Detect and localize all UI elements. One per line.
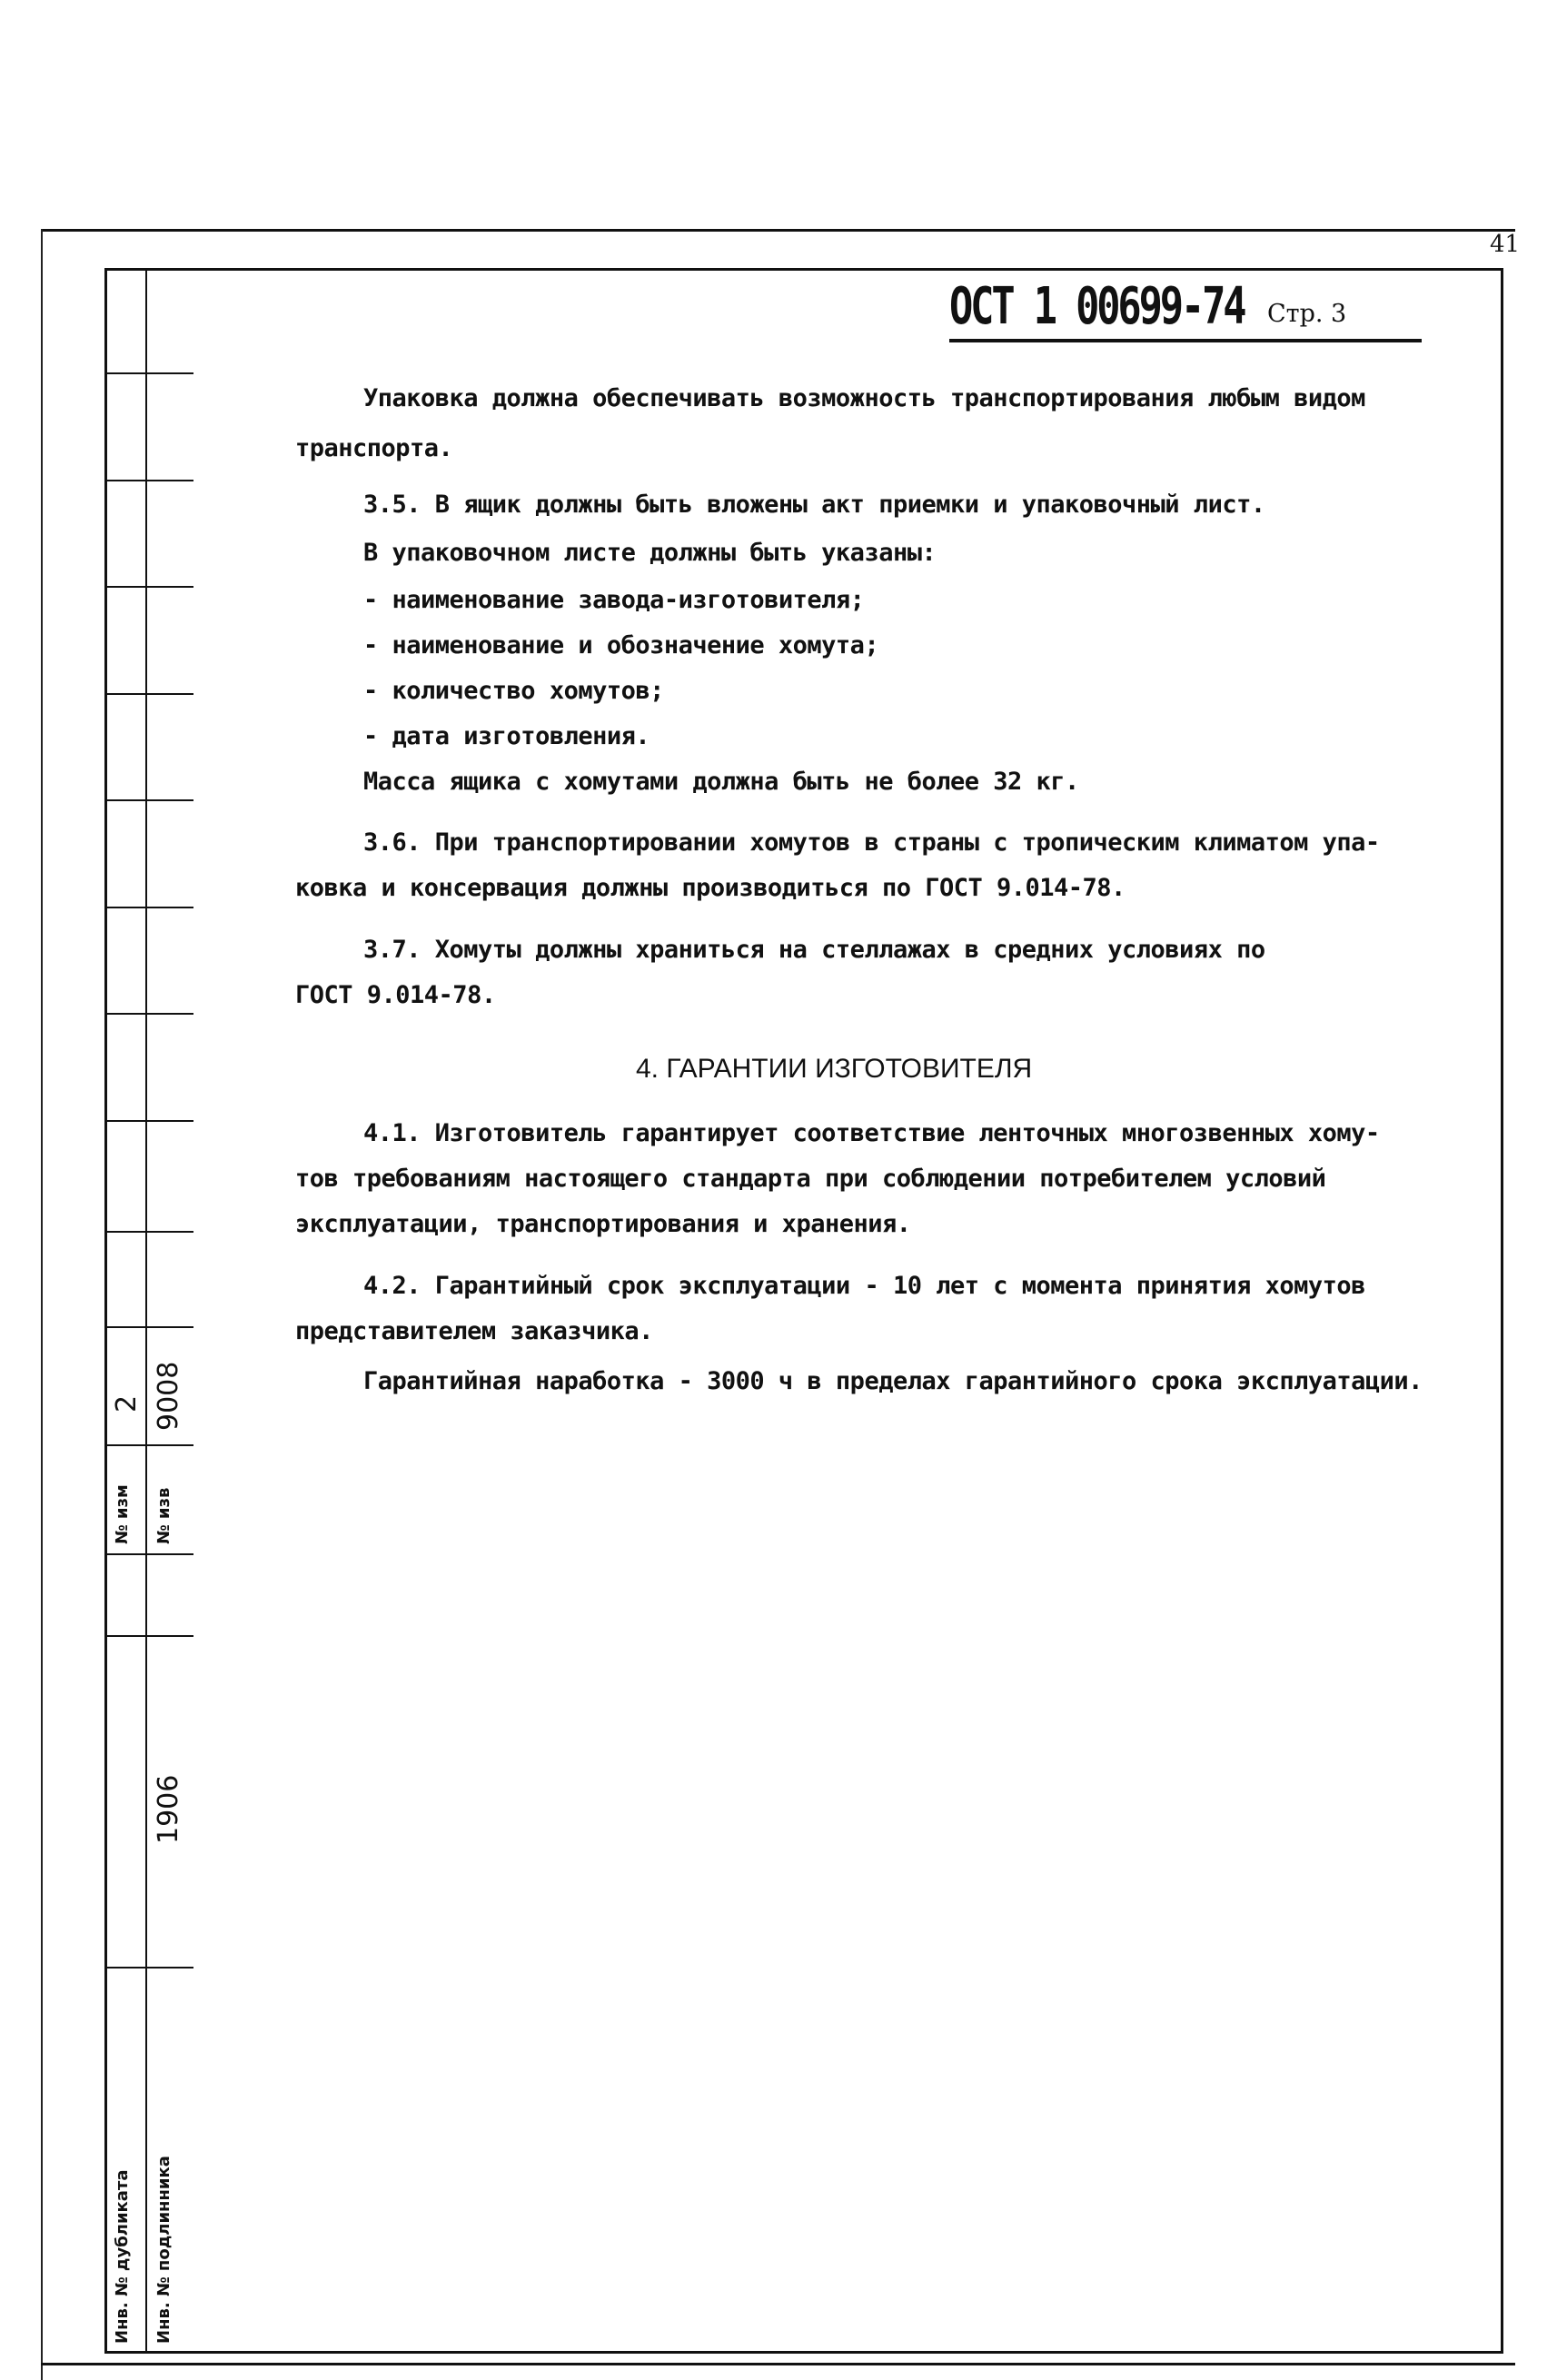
list-item: - наименование и обозначение хомута; [363,631,879,659]
side-row-divider [104,480,193,481]
side-col-divider [104,268,106,2354]
list-item: - количество хомутов; [363,677,664,705]
document-code: ОСТ 1 00699-74 [949,277,1245,336]
side-row-divider [104,1553,193,1555]
list-item: - дата изготовления. [363,722,650,750]
text-line: тов требованиям настоящего стандарта при соблюдении потребителем условий [295,1165,1326,1193]
list-item: - наименование завода-изготовителя; [363,586,865,614]
side-row-divider [104,799,193,801]
frame-bottom-border [41,2363,1515,2365]
side-row-divider [104,1326,193,1328]
original-inventory-value: 1906 [153,1774,184,1844]
text-line: 3.5. В ящик должны быть вложены акт приемки и упаковочный лист. [363,491,1265,519]
document-border [104,268,1503,2354]
text-line: представителем заказчика. [295,1317,653,1345]
text-line: эксплуатации, транспортирования и хранения. [295,1210,911,1238]
side-row-divider [104,586,193,588]
notice-number-label: № изв [154,1487,174,1544]
side-row-divider [104,1231,193,1233]
text-line: Масса ящика с хомутами должна быть не более 32 кг. [363,768,1079,796]
change-number-label: № изм [113,1484,132,1544]
text-line: 4.2. Гарантийный срок эксплуатации - 10 лет с момента принятия хомутов [363,1272,1365,1300]
original-inventory-label: Инв. № подлинника [154,2156,174,2344]
side-row-divider [104,1013,193,1015]
text-line: 4.1. Изготовитель гарантирует соответствие ленточных многозвенных хому- [363,1119,1380,1147]
page-label: Стр. 3 [1267,300,1347,328]
side-row-divider [104,693,193,695]
frame-left-border [41,229,43,2380]
text-line: Гарантийная наработка - 3000 ч в пределах гарантийного срока эксплуатации. [363,1367,1423,1395]
side-row-divider [104,372,193,374]
frame-top-border [41,229,1515,232]
text-line: Упаковка должна обеспечивать возможность транспортирования любым видом [363,384,1365,412]
text-line: транспорта. [295,434,453,462]
side-row-divider [104,907,193,908]
side-row-divider [104,1967,193,1968]
duplicate-inventory-label: Инв. № дубликата [113,2169,132,2344]
sheet-number: 41 [1490,231,1521,258]
text-line: В упаковочном листе должны быть указаны: [363,539,937,567]
side-row-divider [104,1444,193,1446]
text-line: 3.6. При транспортировании хомутов в страны с тропическим климатом упа- [363,828,1380,857]
change-number-value: 2 [111,1394,143,1413]
side-col-divider [145,268,147,2354]
side-row-divider [104,1120,193,1122]
text-line: ковка и консервация должны производиться по ГОСТ 9.014-78. [295,874,1126,902]
text-line: 3.7. Хомуты должны храниться на стеллажах в средних условиях по [363,936,1265,964]
notice-number-value: 9008 [153,1361,184,1431]
side-row-divider [104,1635,193,1637]
section-title: 4. ГАРАНТИИ ИЗГОТОВИТЕЛЯ [636,1054,1033,1084]
text-line: ГОСТ 9.014-78. [295,981,496,1009]
header-underline [949,339,1422,342]
